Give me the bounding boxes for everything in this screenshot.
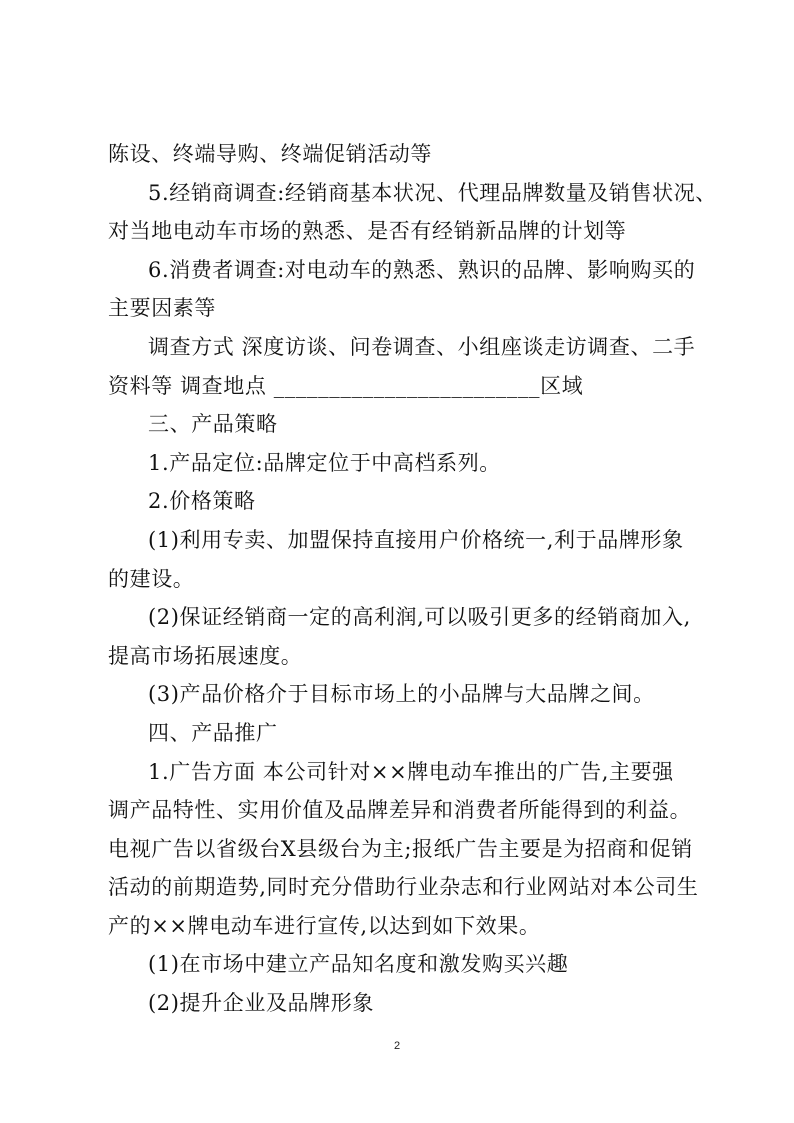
section-heading: 四、产品推广: [148, 720, 278, 745]
text-line: 5.经销商调查:经销商基本状况、代理品牌数量及销售状况、: [148, 180, 717, 205]
section-heading: 三、产品策略: [148, 412, 278, 437]
text-line: 主要因素等: [108, 296, 216, 321]
text-line: 电视广告以省级台X县级台为主;报纸广告主要是为招商和促销: [108, 836, 693, 861]
text-line: (3)产品价格介于目标市场上的小品牌与大品牌之间。: [148, 682, 655, 707]
body-text: [108, 135, 717, 1023]
page-number: 2: [393, 1040, 401, 1052]
text-line: 6.消费者调查:对电动车的熟悉、熟识的品牌、影响购买的: [148, 257, 696, 282]
text-line: 提高市场拓展速度。: [108, 643, 303, 668]
text-line: 活动的前期造势,同时充分借助行业杂志和行业网站对本公司生: [108, 875, 699, 900]
text-line: 调查方式 深度访谈、问卷调查、小组座谈走访调查、二手: [148, 334, 696, 359]
text-line: 陈设、终端导购、终端促销活动等: [108, 142, 432, 166]
text-line: (1)利用专卖、加盟保持直接用户价格统一,利于品牌形象: [148, 527, 684, 552]
text-line: (2)保证经销商一定的高利润,可以吸引更多的经销商加入,: [148, 605, 691, 630]
text-line: 调产品特性、实用价值及品牌差异和消费者所能得到的利益。: [108, 798, 692, 823]
text-line: 产的××牌电动车进行宣传,以达到如下效果。: [108, 913, 541, 938]
text-line: 对当地电动车市场的熟悉、是否有经销新品牌的计划等: [108, 219, 627, 244]
text-line: 的建设。: [108, 566, 195, 591]
subsection-heading: 2.价格策略: [148, 489, 256, 514]
text-line: (2)提升企业及品牌形象: [148, 991, 374, 1016]
text-line: (1)在市场中建立产品知名度和激发购买兴趣: [148, 952, 569, 977]
text-line: 1.产品定位:品牌定位于中高档系列。: [148, 450, 501, 475]
text-line: 1.广告方面 本公司针对××牌电动车推出的广告,主要强: [148, 759, 674, 784]
text-line: 资料等 调查地点 ________________________区域: [108, 373, 584, 398]
